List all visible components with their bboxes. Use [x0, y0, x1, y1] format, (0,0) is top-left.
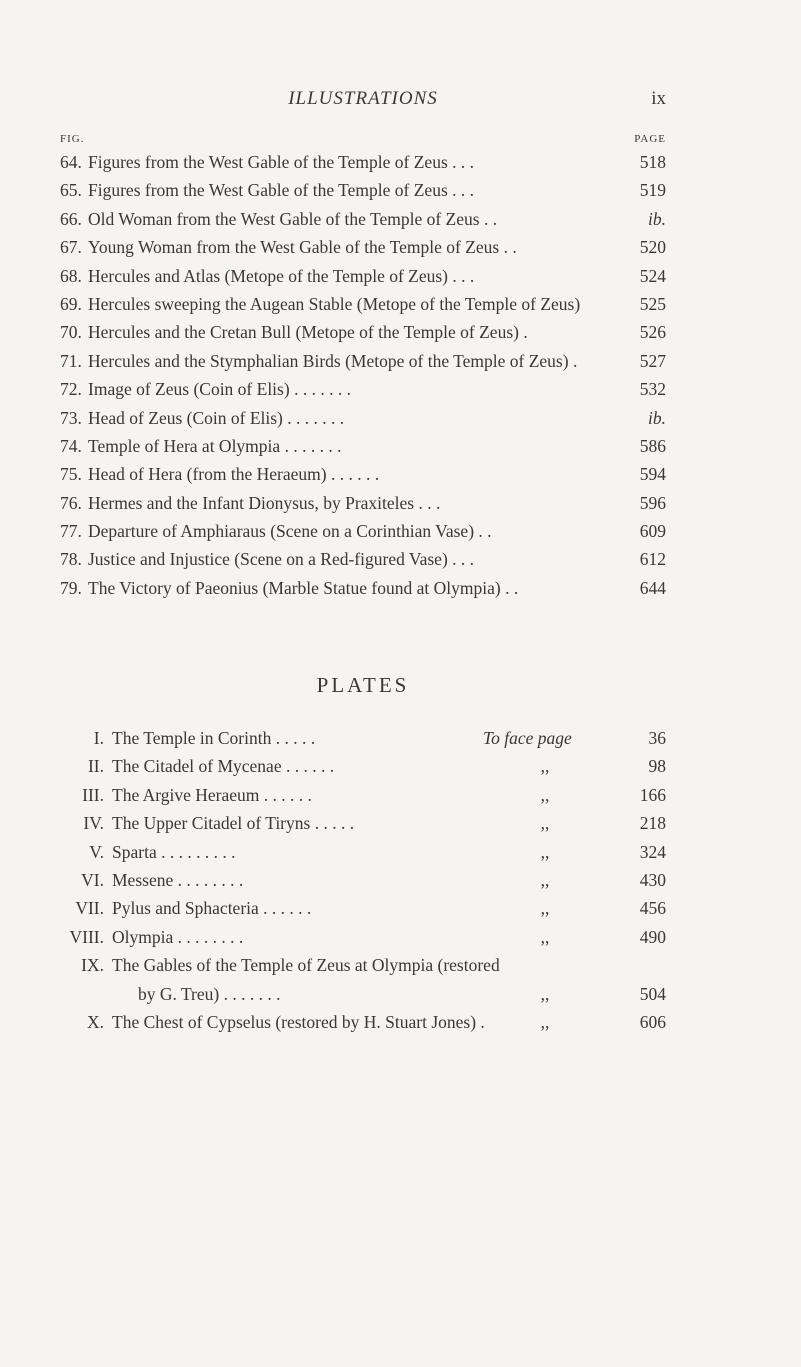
figure-page-number: 609	[639, 521, 666, 542]
figure-number: 68.	[60, 265, 82, 286]
plate-page-number: 324	[639, 841, 666, 862]
to-face-page-label: To face page	[483, 728, 572, 748]
figure-caption: Old Woman from the West Gable of the Temple of Zeus	[88, 208, 480, 229]
figure-number: 72.	[60, 379, 82, 400]
figure-page-number: 526	[639, 322, 666, 343]
leader-dots: . . .	[447, 180, 475, 201]
plate-title-wrap	[112, 838, 517, 866]
figure-caption: Hercules and the Cretan Bull (Metope of the Temple of Zeus)	[88, 322, 519, 343]
ditto-mark: ,,	[540, 813, 550, 834]
ditto-mark: ,,	[540, 841, 550, 862]
figure-entry	[60, 233, 666, 261]
figure-page-number: 594	[639, 464, 666, 485]
plate-page-number: 504	[639, 983, 666, 1004]
figure-page-number: 520	[639, 237, 666, 258]
figure-caption: Head of Hera (from the Heraeum)	[88, 464, 327, 485]
figure-number: 69.	[60, 293, 82, 314]
plate-number: VIII.	[69, 926, 104, 947]
figure-entry	[60, 404, 666, 432]
figure-list	[60, 148, 666, 602]
figure-caption-wrap	[88, 262, 606, 290]
figure-caption-wrap	[88, 176, 606, 204]
figure-caption-wrap	[88, 517, 606, 545]
leader-dots: . . . . . . . . .	[156, 841, 236, 862]
figure-entry	[60, 347, 666, 375]
figure-caption: Hermes and the Infant Dionysus, by Praxiteles	[88, 492, 415, 513]
plate-entry	[60, 923, 666, 951]
figure-caption-wrap	[88, 404, 606, 432]
plate-number: III.	[82, 784, 104, 805]
ditto-mark: ,,	[540, 1011, 550, 1032]
plate-page-number: 36	[648, 728, 666, 748]
figure-entry	[60, 148, 666, 176]
figure-entry	[60, 432, 666, 460]
leader-dots: .	[476, 1011, 485, 1032]
plate-title: The Argive Heraeum	[112, 784, 260, 805]
figure-column-headings	[60, 133, 666, 147]
figure-caption-wrap	[88, 489, 606, 517]
leader-dots: . . .	[414, 492, 441, 513]
plate-entry	[60, 809, 666, 837]
figure-entry	[60, 176, 666, 204]
running-title: ILLUSTRATIONS	[288, 88, 438, 109]
figure-caption: Hercules and Atlas (Metope of the Temple of Zeus)	[88, 265, 449, 286]
plate-page-number: 430	[639, 869, 666, 890]
plate-page-number: 606	[639, 1011, 666, 1032]
figure-number: 70.	[60, 322, 82, 343]
plate-title: Messene	[112, 869, 174, 890]
plate-entry	[60, 752, 666, 780]
ditto-mark: ,,	[540, 869, 550, 890]
plates-heading: PLATES	[316, 673, 410, 697]
figure-caption: The Victory of Paeonius (Marble Statue found at Olympia)	[88, 577, 501, 598]
figure-entry	[60, 460, 666, 488]
plate-title-wrap	[112, 894, 517, 922]
figure-page-number: 586	[639, 435, 666, 456]
plate-entry	[60, 866, 666, 894]
leader-dots: . . . . . .	[326, 464, 380, 485]
figure-number: 65.	[60, 180, 82, 201]
plate-entry	[60, 894, 666, 922]
page-folio: ix	[651, 88, 666, 109]
figure-caption-wrap	[88, 574, 606, 602]
figure-number: 67.	[60, 237, 82, 258]
plate-page-number: 166	[639, 784, 666, 805]
plate-page-number: 456	[639, 898, 666, 919]
figure-page-number: 644	[639, 577, 666, 598]
leader-dots: . . . . . .	[281, 756, 335, 777]
plate-number: IV.	[83, 813, 104, 834]
plate-title: The Citadel of Mycenae	[112, 756, 282, 777]
leader-dots: . . . . . . .	[289, 379, 351, 400]
figure-page-number: 519	[639, 180, 666, 201]
plate-title-wrap	[112, 866, 517, 894]
leader-dots: . . . . . . . .	[173, 869, 244, 890]
figure-caption-wrap	[88, 545, 606, 573]
figure-caption: Figures from the West Gable of the Temple of Zeus	[88, 152, 448, 172]
figure-page-number: 518	[639, 152, 666, 172]
plate-title: The Gables of the Temple of Zeus at Olympia (restored	[112, 955, 500, 976]
leader-dots: . . . . . .	[258, 898, 312, 919]
figure-page-number: ib.	[648, 208, 666, 229]
plate-title-wrap	[112, 781, 517, 809]
plate-title-wrap	[112, 1008, 542, 1036]
figure-number: 64.	[60, 152, 82, 172]
figure-number: 71.	[60, 350, 82, 371]
figure-number: 66.	[60, 208, 82, 229]
ditto-mark: ,,	[540, 983, 550, 1004]
figure-caption-wrap	[88, 318, 606, 346]
figure-caption-wrap	[88, 148, 606, 176]
leader-dots: . .	[479, 208, 498, 229]
plate-number: V.	[89, 841, 104, 862]
leader-dots: . . . . .	[310, 813, 355, 834]
leader-dots: .	[568, 350, 578, 371]
figure-number: 73.	[60, 407, 82, 428]
figure-page-number: 524	[639, 265, 666, 286]
leader-dots: . . .	[447, 152, 475, 172]
figure-number: 74.	[60, 435, 82, 456]
plate-entry	[60, 980, 666, 1008]
plate-number: VI.	[81, 869, 104, 890]
figure-caption-wrap	[88, 432, 606, 460]
figure-entry	[60, 545, 666, 573]
leader-dots: . . .	[447, 549, 475, 570]
plate-title: Pylus and Sphacteria	[112, 898, 259, 919]
figure-caption: Hercules and the Stymphalian Birds (Metope of the Temple of Zeus)	[88, 350, 569, 371]
page-column-heading: PAGE	[634, 133, 666, 145]
plate-title: Sparta	[112, 841, 157, 862]
plate-title: Olympia	[112, 926, 174, 947]
leader-dots: . . . . . .	[259, 784, 312, 805]
figure-number: 77.	[60, 521, 82, 542]
figure-caption: Departure of Amphiaraus (Scene on a Corinthian Vase)	[88, 521, 475, 542]
plate-number: I.	[93, 728, 104, 748]
leader-dots: .	[518, 322, 528, 343]
plate-title: The Chest of Cypselus (restored by H. Stuart Jones)	[112, 1011, 477, 1032]
plate-title: The Temple in Corinth	[112, 728, 272, 748]
figure-number: 76.	[60, 492, 82, 513]
figure-entry	[60, 375, 666, 403]
leader-dots: . .	[500, 577, 519, 598]
plate-title-wrap	[112, 809, 517, 837]
plate-page-number: 490	[639, 926, 666, 947]
ditto-mark: ,,	[540, 784, 550, 805]
figure-caption-wrap	[88, 375, 606, 403]
plate-number: VII.	[75, 898, 104, 919]
plate-number: II.	[87, 756, 104, 777]
figure-entry	[60, 318, 666, 346]
figure-page-number: 612	[639, 549, 666, 570]
plate-number: IX.	[81, 955, 104, 976]
ditto-mark: ,,	[540, 756, 550, 777]
figure-caption-wrap	[88, 347, 606, 375]
plate-title-wrap	[138, 980, 543, 1008]
leader-dots: . . . . . . .	[219, 983, 281, 1004]
figure-caption: Figures from the West Gable of the Temple of Zeus	[88, 180, 448, 201]
plate-title: The Upper Citadel of Tiryns	[112, 813, 311, 834]
plate-entry	[60, 838, 666, 866]
running-head	[60, 88, 666, 114]
ditto-mark: ,,	[540, 898, 550, 919]
plate-entry	[60, 724, 666, 752]
figure-caption: Hercules sweeping the Augean Stable (Metope of the Temple of Zeus)	[88, 293, 581, 314]
ditto-mark: ,,	[540, 926, 550, 947]
figure-entry	[60, 290, 666, 318]
figure-entry	[60, 205, 666, 233]
figure-caption-wrap	[88, 233, 606, 261]
plate-page-number: 218	[639, 813, 666, 834]
figure-page-number: 525	[639, 293, 666, 314]
leader-dots: . . . . .	[271, 728, 316, 748]
plate-number: X.	[86, 1011, 104, 1032]
figure-entry	[60, 489, 666, 517]
fig-column-heading: FIG.	[60, 133, 85, 145]
figure-caption: Image of Zeus (Coin of Elis)	[88, 379, 290, 400]
figure-number: 78.	[60, 549, 82, 570]
leader-dots: . . . . . . .	[280, 435, 342, 456]
plates-list	[60, 724, 666, 1036]
plate-title-wrap	[112, 724, 477, 752]
plate-title-wrap	[112, 923, 517, 951]
figure-entry	[60, 262, 666, 290]
plate-title: by G. Treu)	[138, 983, 220, 1004]
figure-caption: Justice and Injustice (Scene on a Red-figured Vase)	[88, 549, 448, 570]
leader-dots: . .	[474, 521, 492, 542]
figure-caption-wrap	[88, 290, 606, 318]
figure-entry	[60, 517, 666, 545]
leader-dots: . . . . . . .	[282, 407, 345, 428]
plate-page-number: 98	[648, 756, 666, 777]
leader-dots: . .	[499, 237, 517, 258]
figure-page-number: ib.	[648, 407, 666, 428]
leader-dots: . . .	[448, 265, 475, 286]
plate-entry	[60, 1008, 666, 1036]
figure-number: 75.	[60, 464, 82, 485]
figure-page-number: 527	[639, 350, 666, 371]
figure-caption-wrap	[88, 460, 606, 488]
figure-entry	[60, 574, 666, 602]
figure-caption: Young Woman from the West Gable of the Temple of Zeus	[88, 237, 500, 258]
figure-caption: Temple of Hera at Olympia	[88, 435, 281, 456]
plate-entry	[60, 781, 666, 809]
plate-title-wrap	[112, 752, 517, 780]
figure-page-number: 532	[639, 379, 666, 400]
leader-dots: . . . . . . . .	[173, 926, 244, 947]
plate-entry	[60, 951, 666, 979]
plate-title-wrap	[112, 951, 672, 979]
figure-caption-wrap	[88, 205, 606, 233]
figure-page-number: 596	[639, 492, 666, 513]
figure-caption: Head of Zeus (Coin of Elis)	[88, 407, 283, 428]
figure-number: 79.	[60, 577, 82, 598]
